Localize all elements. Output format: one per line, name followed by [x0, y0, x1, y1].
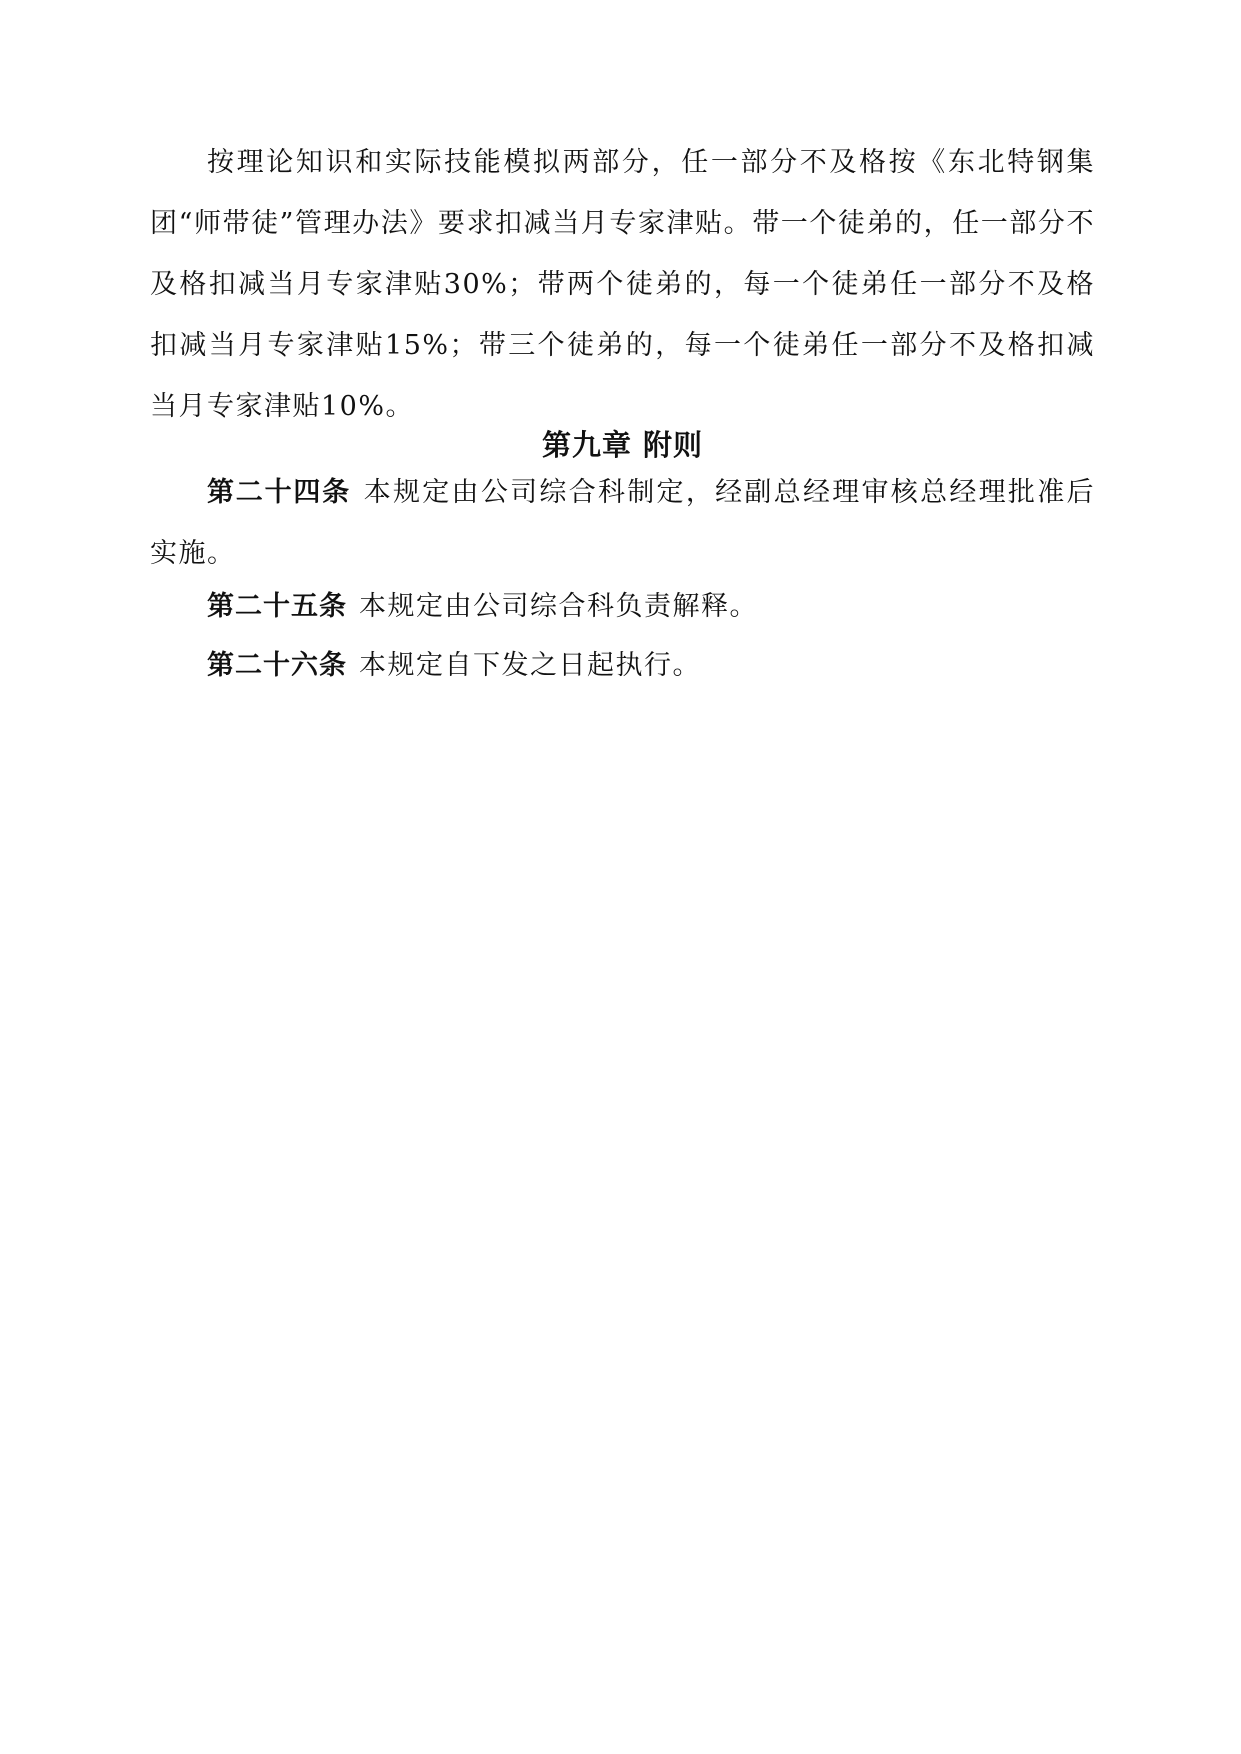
intro-paragraph: 按理论知识和实际技能模拟两部分，任一部分不及格按《东北特钢集团“师带徒”管理办法》要求扣减当月专家津贴。带一个徒弟的，任一部分不及格扣减当月专家津贴30%；带两个徒弟的，每一个徒弟任一部分不及格扣减当月专家津贴15%；带三个徒弟的，每一个徒弟任一部分不及格扣减当月专家津贴10%。 — [150, 147, 1095, 422]
article-text: 本规定自下发之日起执行。 — [359, 650, 701, 681]
article-number: 第二十五条 — [207, 591, 347, 622]
chapter-heading: 第九章 附则 — [541, 428, 704, 462]
article-text: 本规定由公司综合科负责解释。 — [359, 591, 758, 622]
section-body — [150, 132, 1095, 437]
article-number: 第二十四条 — [207, 477, 351, 508]
article-text: 本规定由公司综合科制定，经副总经理审核总经理批准后实施。 — [150, 477, 1096, 569]
article-24 — [150, 462, 1095, 584]
article-number: 第二十六条 — [207, 650, 347, 681]
article-25 — [150, 576, 1095, 637]
article-26 — [150, 635, 1095, 696]
